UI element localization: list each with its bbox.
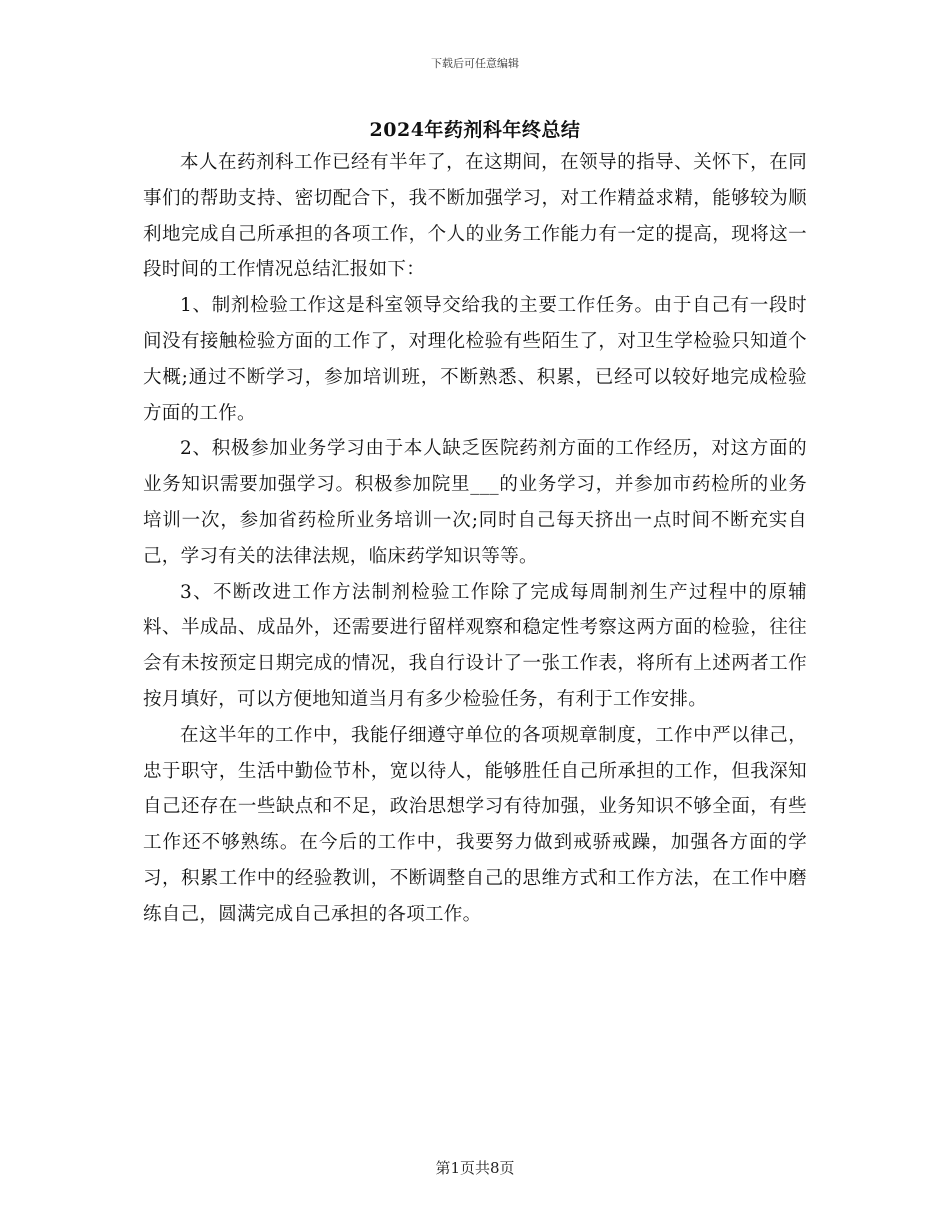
document-body [143, 145, 807, 933]
page-number: 第1页共8页 [435, 1159, 515, 1177]
paragraph-item-3: 3、不断改进工作方法制剂检验工作除了完成每周制剂生产过程中的原辅料、半成品、成品外，还需要进行留样观察和稳定性考察这两方面的检验，往往会有未按预定日期完成的情况，我自行设计了一张工作表，将所有上述两者工作按月填好，可以方便地知道当月有多少检验任务，有利于工作安排。 [143, 581, 807, 710]
header-note: 下载后可任意编辑 [431, 57, 519, 70]
paragraph-conclusion: 在这半年的工作中，我能仔细遵守单位的各项规章制度，工作中严以律己，忠于职守，生活中勤俭节朴，宽以待人，能够胜任自己所承担的工作，但我深知自己还存在一些缺点和不足，政治思想学习有待加强，业务知识不够全面，有些工作还不够熟练。在今后的工作中，我要努力做到戒骄戒躁，加强各方面的学习，积累工作中的经验教训，不断调整自己的思维方式和工作方法，在工作中磨练自己，圆满完成自己承担的各项工作。 [143, 724, 807, 925]
paragraph-item-2: 2、积极参加业务学习由于本人缺乏医院药剂方面的工作经历，对这方面的业务知识需要加强学习。积极参加院里___的业务学习，并参加市药检所的业务培训一次，参加省药检所业务培训一次;同时自己每天挤出一点时间不断充实自己，学习有关的法律法规，临床药学知识等等。 [143, 438, 807, 567]
paragraph-item-1: 1、制剂检验工作这是科室领导交给我的主要工作任务。由于自己有一段时间没有接触检验方面的工作了，对理化检验有些陌生了，对卫生学检验只知道个大概;通过不断学习，参加培训班，不断熟悉、积累，已经可以较好地完成检验方面的工作。 [143, 295, 807, 424]
paragraph-intro: 本人在药剂科工作已经有半年了，在这期间，在领导的指导、关怀下，在同事们的帮助支持、密切配合下，我不断加强学习，对工作精益求精，能够较为顺利地完成自己所承担的各项工作，个人的业务工作能力有一定的提高，现将这一段时间的工作情况总结汇报如下： [143, 152, 807, 281]
document-title: 2024年药剂科年终总结 [369, 119, 581, 141]
